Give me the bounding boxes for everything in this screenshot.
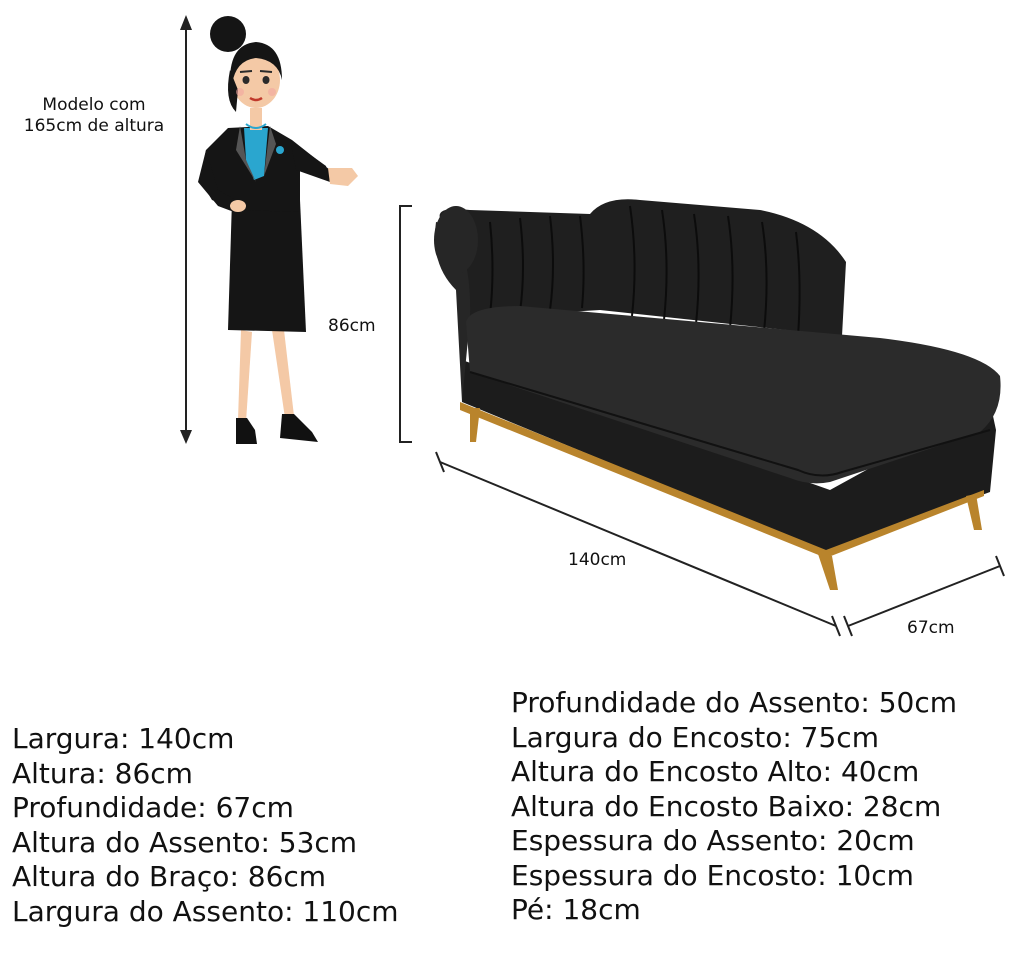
spec-espessura-encosto: Espessura do Encosto: 10cm	[511, 858, 914, 892]
height-dimension-bracket	[400, 206, 412, 442]
spec-altura-assento: Altura do Assento: 53cm	[12, 825, 358, 859]
width-dimension-label: 140cm	[568, 550, 627, 570]
depth-dimension-label: 67cm	[907, 618, 955, 638]
specs-left-list	[12, 722, 399, 929]
model-label-line1: Modelo com	[42, 95, 146, 115]
model-woman-figure	[198, 16, 358, 444]
model-label-line2: 165cm de altura	[23, 116, 165, 136]
spec-altura-braco: Altura do Braço: 86cm	[12, 860, 327, 893]
spec-largura-encosto: Largura do Encosto: 75cm	[511, 720, 879, 754]
spec-largura-assento: Largura do Assento: 110cm	[12, 894, 399, 928]
height-dimension-label: 86cm	[328, 316, 376, 336]
spec-altura-encosto-baixo: Altura do Encosto Baixo: 28cm	[511, 789, 942, 823]
spec-largura: Largura: 140cm	[12, 722, 235, 755]
model-height-arrow	[180, 15, 192, 444]
spec-espessura-assento: Espessura do Assento: 20cm	[511, 824, 915, 857]
spec-profundidade-assento: Profundidade do Assento: 50cm	[511, 686, 958, 719]
model-height-label	[4, 95, 184, 137]
spec-altura-encosto-alto: Altura do Encosto Alto: 40cm	[511, 755, 920, 788]
specs-right-list	[511, 686, 957, 928]
spec-profundidade: Profundidade: 67cm	[12, 791, 294, 824]
spec-pe: Pé: 18cm	[511, 893, 641, 926]
chaise-longue-sofa	[434, 199, 1001, 590]
spec-altura: Altura: 86cm	[12, 756, 193, 790]
